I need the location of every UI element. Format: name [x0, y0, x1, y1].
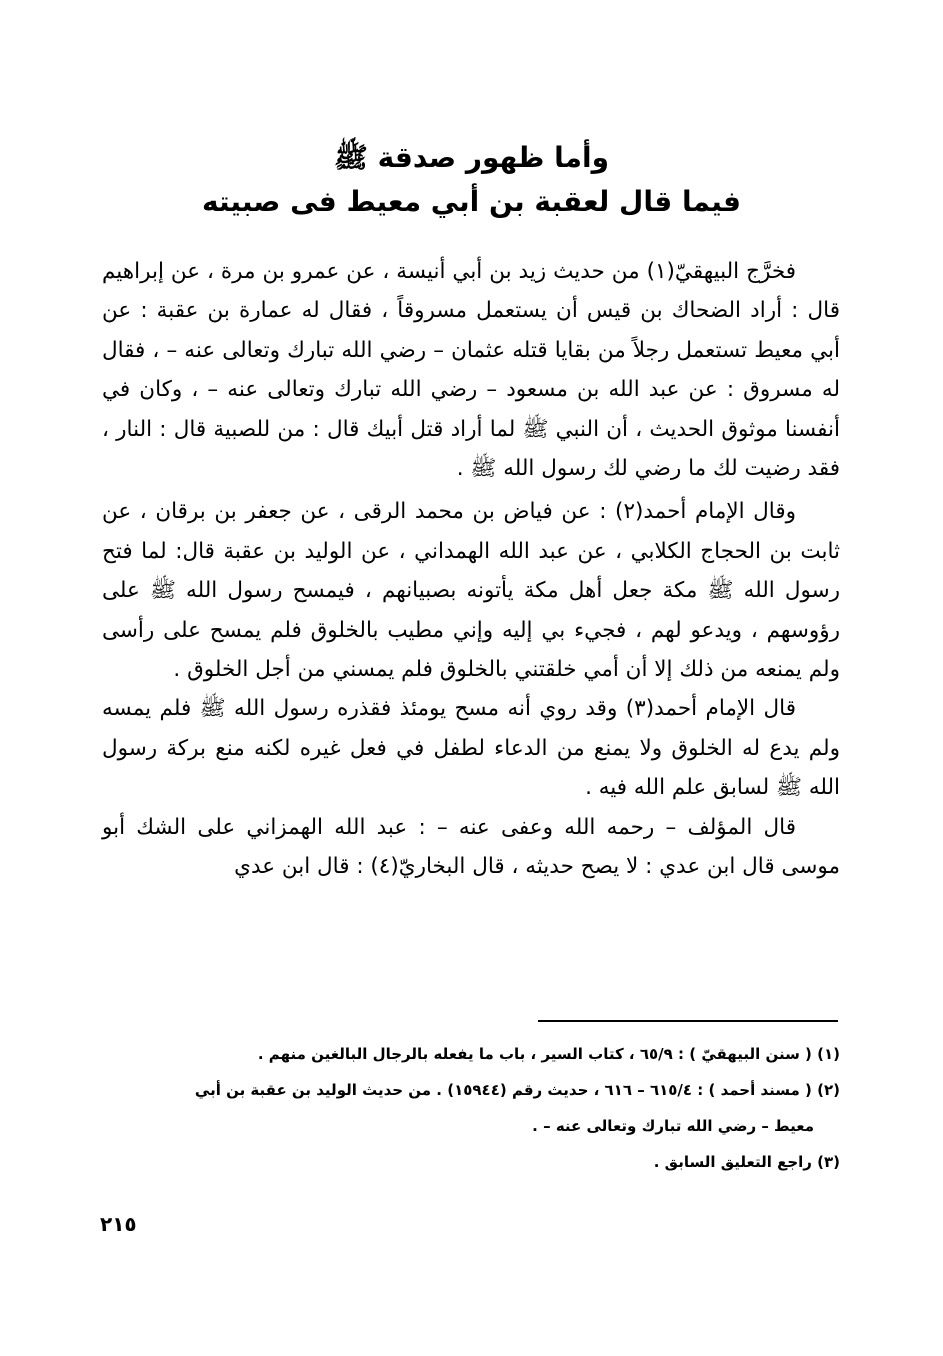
paragraph-3: قال الإمام أحمد(٣) وقد روي أنه مسح يومئذ فقذره رسول الله ﷺ فلم يمسه ولم يدع له الخلوق ولا يمنع من الدعاء لطفل في فعل غيره لكنه منع بركة رسول الله ﷺ لسابق علم الله فيه . — [102, 696, 840, 801]
footnote-2-continuation: معيط – رضي الله تبارك وتعالى عنه – . — [532, 1117, 814, 1135]
footnote-2: (٢) ( مسند أحمد ) : ٦١٥/٤ – ٦١٦ ، حديث رقم (١٥٩٤٤) . من حديث الوليد بن عقبة بن أبي — [194, 1081, 840, 1099]
paragraph-1: فخرَّج البيهقيّ(١) من حديث زيد بن أبي أنيسة ، عن عمرو بن مرة ، عن إبراهيم قال : أراد الضحاك بن قيس أن يستعمل مسروقاً ، فقال له عمارة بن عقبة : عن أبي معيط تستعمل رجلاً من بقايا قتله عثمان – رضي الله تبارك وتعالى عنه – ، فقال له مسروق : عن عبد الله بن مسعود – رضي الله تبارك وتعالى عنه – ، وكان في أنفسنا موثوق الحديث ، أن النبي ﷺ لما أراد قتل أبيك قال : من للصبية قال : النار ، فقد رضيت لك ما رضي لك رسول الله ﷺ . — [102, 259, 840, 482]
paragraph-4: قال المؤلف – رحمه الله وعفى عنه – : عبد الله الهمزاني على الشك أبو موسى قال ابن عدي : لا يصح حديثه ، قال البخاريّ(٤) : قال ابن عدي — [102, 814, 840, 880]
paragraph-2: وقال الإمام أحمد(٢) : عن فياض بن محمد الرقى ، عن جعفر بن برقان ، عن ثابت بن الحجاج الكلابي ، عن عبد الله الهمداني ، عن الوليد بن عقبة قال: لما فتح رسول الله ﷺ مكة جعل أهل مكة يأتونه بصبيانهم ، فيمسح رسول الله ﷺ على رؤوسهم ، ويدعو لهم ، فجيء بي إليه وإني مطيب بالخلوق فلم يمسح على رأسى ولم يمنعه من ذلك إلا أن أمي خلقتني بالخلوق فلم يمسني من أجل الخلوق . — [102, 499, 840, 683]
main-text — [102, 252, 840, 887]
chapter-title-line-1: وأما ظهور صدقة ﷺ — [334, 141, 609, 174]
footnote-separator — [538, 1020, 838, 1022]
footnotes — [102, 1036, 840, 1180]
chapter-title-line-2: فيما قال لعقبة بن أبي معيط فى صبيته — [202, 185, 741, 218]
footnote-1: (١) ( سنن البيهقيّ ) : ٦٥/٩ ، كتاب السير ، باب ما يفعله بالرجال البالغين منهم . — [257, 1045, 840, 1063]
page-number: ٢١٥ — [100, 1212, 137, 1236]
footnote-3: (٣) راجع التعليق السابق . — [653, 1153, 840, 1171]
